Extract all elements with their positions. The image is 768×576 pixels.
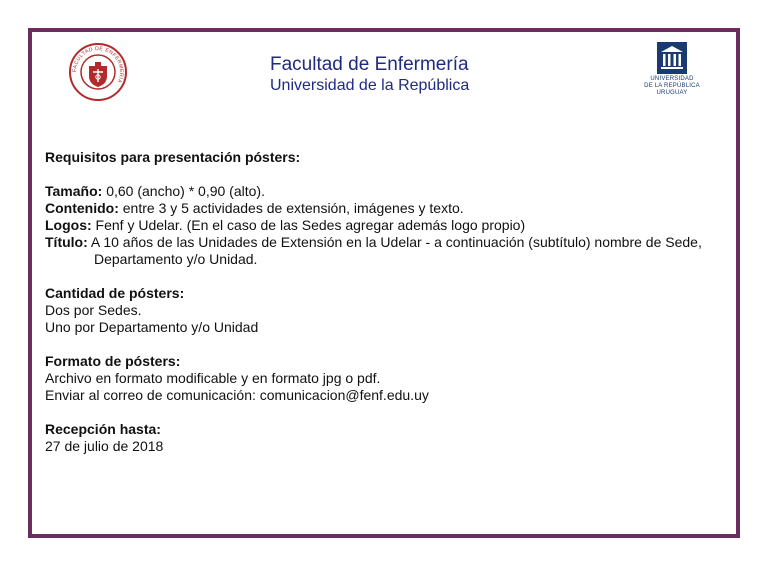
cantidad-heading: Cantidad de pósters:	[45, 285, 185, 301]
document-frame	[28, 28, 740, 538]
requirement-logos	[45, 217, 725, 234]
formato-line: Enviar al correo de comunicación: comunicacion@fenf.edu.uy	[45, 387, 429, 403]
document-header	[32, 32, 736, 112]
requirement-label: Título:	[45, 234, 88, 250]
udelar-logo	[636, 42, 708, 106]
document-body	[45, 149, 725, 455]
requirement-size	[45, 183, 725, 200]
requirement-value: 0,60 (ancho) * 0,90 (alto).	[106, 183, 265, 199]
requirement-content	[45, 200, 725, 217]
requirement-label: Contenido:	[45, 200, 119, 216]
requirement-value: A 10 años de las Unidades de Extensión en la Udelar - a continuación (subtítulo) nombre de Sede, Departamento y/o Unidad.	[90, 234, 702, 267]
recepcion-date: 27 de julio de 2018	[45, 438, 164, 454]
udelar-logo-text: UNIVERSIDAD DE LA REPÚBLICA URUGUAY	[644, 76, 700, 96]
cantidad-line: Uno por Departamento y/o Unidad	[45, 319, 259, 335]
seal-ring-text: FACULTAD DE ENFERMERÍA	[71, 45, 125, 84]
requirements-heading: Requisitos para presentación pósters:	[45, 149, 301, 165]
recepcion-heading: Recepción hasta:	[45, 421, 161, 437]
requirement-label: Tamaño:	[45, 183, 103, 199]
requirement-label: Logos:	[45, 217, 92, 233]
requirement-value: entre 3 y 5 actividades de extensión, imágenes y texto.	[122, 200, 464, 216]
fenf-seal-logo	[68, 42, 128, 102]
faculty-title: Facultad de Enfermería	[270, 54, 469, 75]
header-titles	[270, 54, 600, 96]
udelar-emblem-icon	[657, 42, 687, 74]
cantidad-line: Dos por Sedes.	[45, 302, 142, 318]
fenf-seal-icon	[68, 42, 128, 102]
requirement-value: Fenf y Udelar. (En el caso de las Sedes agregar además logo propio)	[95, 217, 526, 233]
university-subtitle: Universidad de la República	[270, 77, 470, 94]
requirement-title	[45, 234, 725, 268]
formato-heading: Formato de pósters:	[45, 353, 181, 369]
formato-line: Archivo en formato modificable y en formato jpg o pdf.	[45, 370, 381, 386]
